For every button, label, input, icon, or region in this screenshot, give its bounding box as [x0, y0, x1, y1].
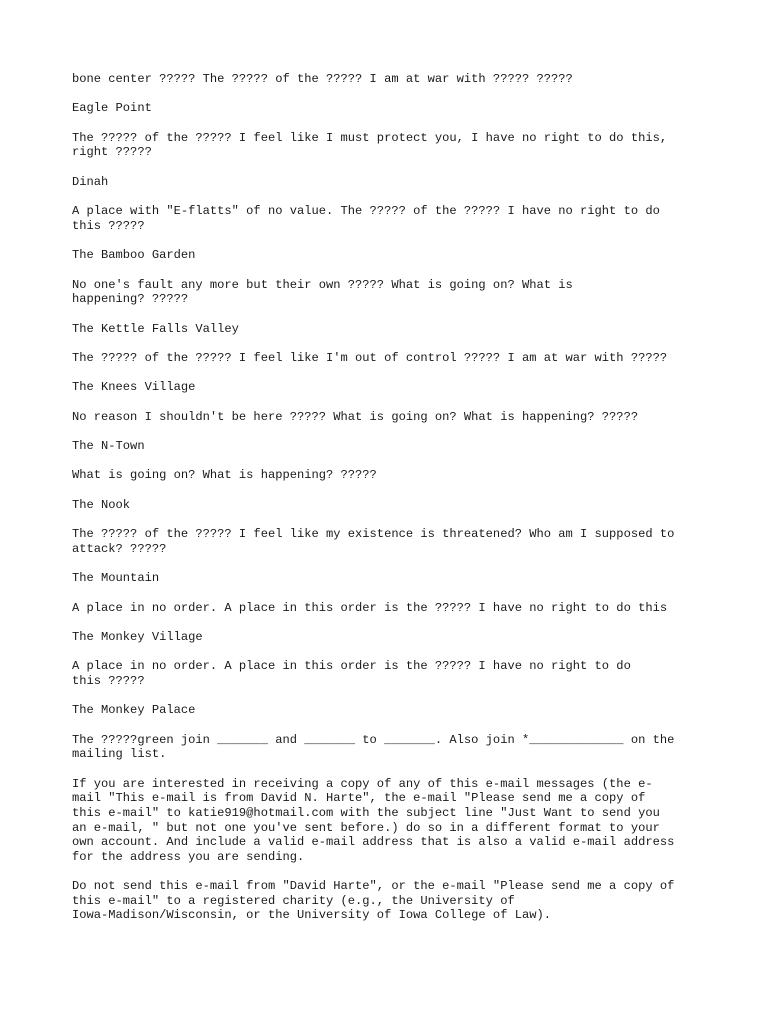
heading-eagle-point: Eagle Point [72, 101, 152, 116]
heading-kettle-falls-valley: The Kettle Falls Valley [72, 321, 239, 336]
heading-knees-village: The Knees Village [72, 380, 196, 395]
paragraph-nook: The ????? of the ????? I feel like my existence is threatened? Who am I supposed to attack? ????? [72, 527, 675, 556]
heading-n-town: The N-Town [72, 439, 145, 454]
heading-nook: The Nook [72, 497, 131, 512]
paragraph-knees-village: No reason I shouldn't be here ????? What is going on? What is happening? ????? [72, 409, 639, 424]
paragraph-eagle-point: The ????? of the ????? I feel like I must protect you, I have no right to do this, right ????? [72, 130, 668, 160]
paragraph-kettle-falls-valley: The ????? of the ????? I feel like I'm out of control ????? I am at war with ????? [72, 350, 668, 365]
paragraph-email-copy: If you are interested in receiving a copy of any of this e-mail messages (the e- mail "This e-mail is from David N. Harte", the e-mail "Please send me a copy of this e-mail" to katie919@hotmail.com with the subject line "Just Want to send you an e-mail, " but not one you've sent before.) do so in a different format to your own account. And include a valid e-mail address that is also a valid e-mail address for the address you are sending. [72, 776, 675, 864]
heading-monkey-village: The Monkey Village [72, 630, 203, 645]
paragraph-monkey-palace: The ?????green join _______ and _______ to _______. Also join *_____________ on the mailing list. [72, 732, 675, 762]
heading-mountain: The Mountain [72, 571, 160, 586]
paragraph-bamboo-garden: No one's fault any more but their own ????? What is going on? What is happening? ????? [72, 277, 573, 307]
paragraph-n-town: What is going on? What is happening? ????? [72, 468, 377, 483]
heading-dinah: Dinah [72, 174, 109, 189]
paragraph-dinah: A place with "E-flatts" of no value. The ????? of the ????? I have no right to do this ????? [72, 204, 660, 233]
paragraph-mountain: A place in no order. A place in this order is the ????? I have no right to do this [72, 600, 668, 615]
heading-bamboo-garden: The Bamboo Garden [72, 248, 196, 263]
heading-monkey-palace: The Monkey Palace [72, 703, 196, 718]
document-page [72, 72, 704, 938]
paragraph-monkey-village: A place in no order. A place in this order is the ????? I have no right to do this ????? [72, 659, 631, 688]
paragraph-email-warning: Do not send this e-mail from "David Harte", or the e-mail "Please send me a copy of this e-mail" to a registered charity (e.g., the University of Iowa-Madison/Wisconsin, or the University of Iowa College of Law). [72, 879, 675, 923]
paragraph-intro: bone center ????? The ????? of the ????? I am at war with ????? ????? [72, 72, 573, 86]
